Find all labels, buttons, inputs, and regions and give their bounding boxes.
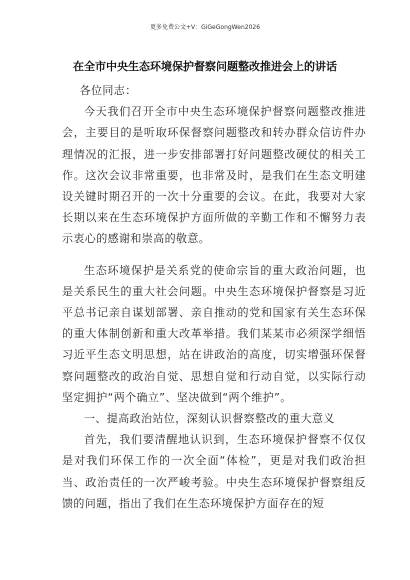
paragraph-opening: 今天我们召开全市中央生态环境保护督察问题整改推进会，主要目的是听取环保督察问题整改和转办群众信访件办理情况的汇报，进一步安排部署打好问题整改硬仗的相关工作。这次会议非常重要，也非常及时，是我们在生态文明建设关键时期召开的一次十分重要的会议。在此，我要对大家长期以来在生态环境保护方面所做的辛勤工作和不懈努力表示衷心的感谢和崇高的敬意。 (62, 105, 366, 246)
salutation: 各位同志： (79, 84, 137, 97)
section-heading-one: 一、提高政治站位，深刻认识督察整改的重大意义 (84, 412, 335, 426)
header-note: 更多免费公文+V：GiGeGongWen2026 (149, 24, 261, 31)
document-title: 在全市中央生态环境保护督察问题整改推进会上的讲话 (73, 60, 337, 73)
document-body (62, 80, 366, 514)
paragraph-first-point: 首先，我们要清醒地认识到，生态环境保护督察不仅仅是对我们环保工作的一次全面“体检”，更是对我们政治担当、政治责任的一次严峻考验。中央生态环境保护督察组反馈的问题，指出了我们在生态环境保护方面存在的短 (62, 433, 366, 510)
paragraph-significance: 生态环境保护是关系党的使命宗旨的重大政治问题，也是关系民生的重大社会问题。中央生态环境保护督察是习近平总书记亲自谋划部署、亲自推动的党和国家有关生态环保的重大体制创新和重大改革举措。我们某某市必须深学细悟习近平生态文明思想，站在讲政治的高度，切实增强环保督察问题整改的政治自觉、思想自觉和行动自觉，以实际行动坚定拥护“两个确立”、坚决做到“两个维护”。 (62, 263, 366, 404)
